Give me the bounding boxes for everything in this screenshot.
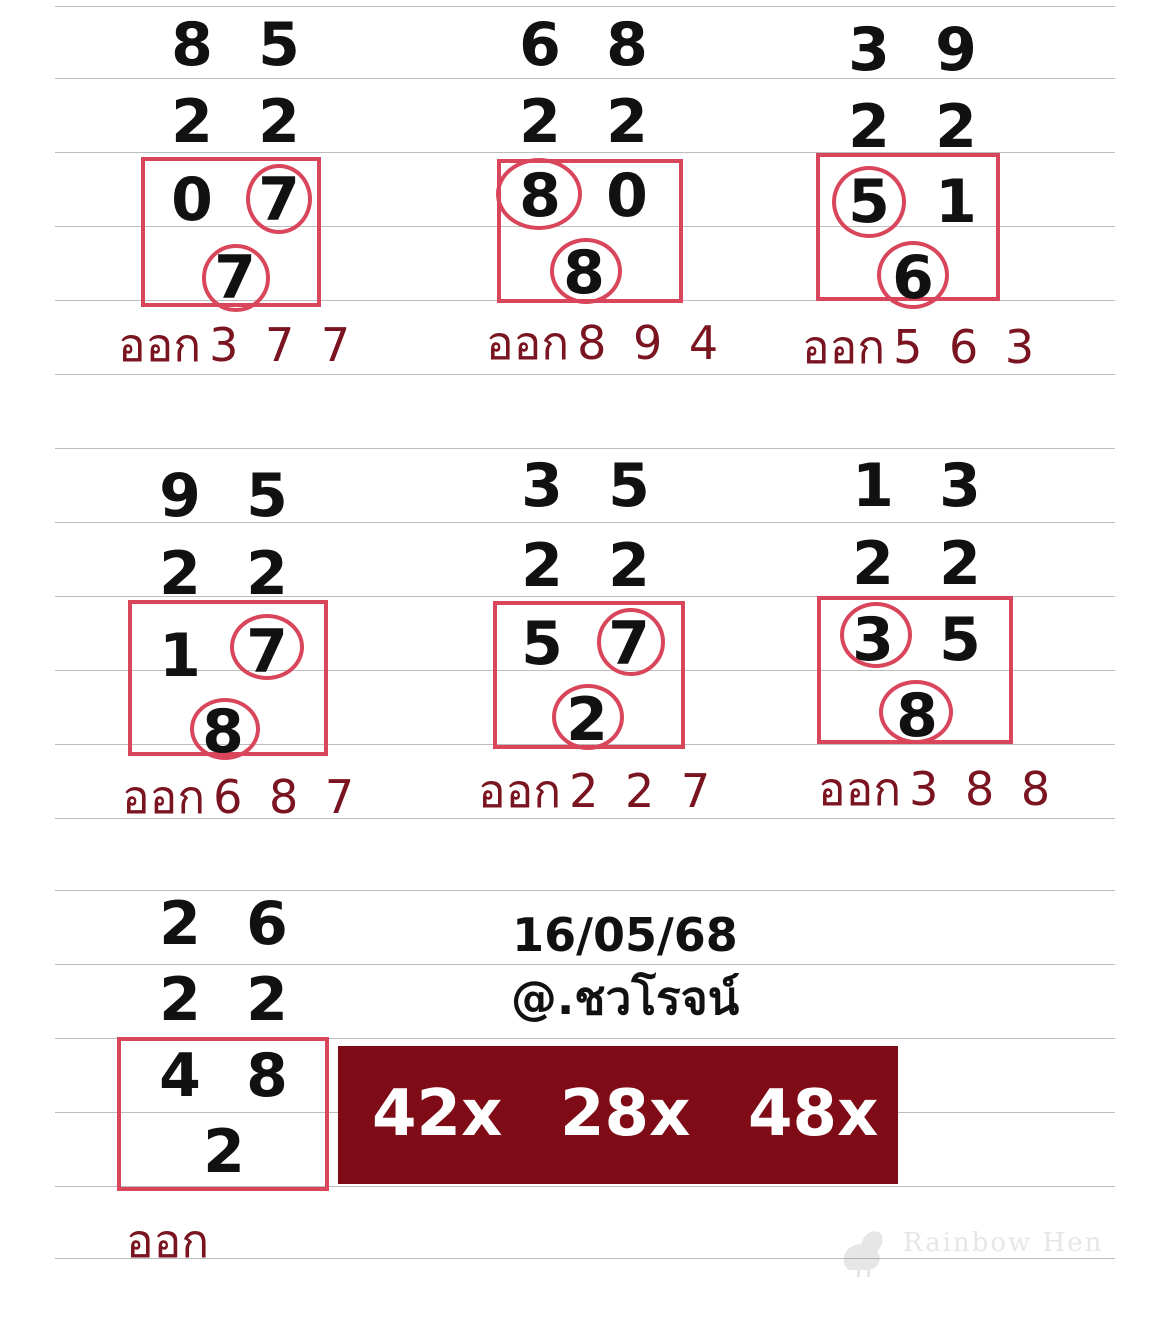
top-digit-left: 9 (159, 461, 201, 531)
second-digit-left: 2 (521, 531, 563, 601)
ruled-line (55, 890, 1115, 891)
result-label: ออก (802, 320, 886, 374)
second-digit-left: 2 (848, 92, 890, 162)
sum-digit-bottom: 8 (563, 238, 605, 308)
sum-digit-left: 0 (171, 165, 213, 235)
sum-digit-left: 8 (519, 161, 561, 231)
top-digit-right: 6 (246, 889, 288, 959)
highlight-circle (877, 241, 949, 313)
top-digit-right: 5 (608, 451, 650, 521)
result-text (478, 764, 717, 818)
highlight-circle (597, 608, 665, 679)
sum-digit-right: 7 (608, 609, 650, 679)
watermark-text: Rainbow Hen (903, 1228, 1104, 1258)
ruled-line (55, 964, 1115, 965)
top-digit-right: 3 (939, 451, 981, 521)
sum-digit-left: 1 (159, 621, 201, 691)
top-digit-left: 2 (159, 889, 201, 959)
sum-digit-right: 5 (939, 605, 981, 675)
result-label: ออก (486, 316, 570, 370)
sum-digit-left: 4 (159, 1041, 201, 1111)
sum-digit-right: 8 (246, 1041, 288, 1111)
result-digits: 6 8 7 (213, 770, 361, 824)
result-digits: 5 6 3 (893, 320, 1041, 374)
top-digit-right: 9 (935, 15, 977, 85)
result-digits: 3 8 8 (909, 762, 1057, 816)
sum-digit-right: 1 (935, 167, 977, 237)
result-digits: 3 7 7 (209, 318, 357, 372)
watermark (835, 1218, 1105, 1278)
second-digit-right: 2 (606, 87, 648, 157)
sum-digit-bottom: 2 (203, 1117, 245, 1187)
result-text (126, 1214, 217, 1268)
highlight-circle (552, 684, 624, 755)
ruled-line (55, 522, 1115, 523)
top-digit-left: 8 (171, 10, 213, 80)
sum-digit-bottom: 8 (202, 697, 244, 767)
hen-icon (835, 1218, 895, 1278)
highlight-circle (246, 164, 312, 234)
second-digit-left: 2 (852, 529, 894, 599)
top-digit-right: 8 (606, 10, 648, 80)
sum-digit-right: 7 (258, 165, 300, 235)
second-digit-left: 2 (159, 539, 201, 609)
ruled-line (55, 374, 1115, 375)
second-digit-right: 2 (935, 92, 977, 162)
result-label: ออก (818, 762, 902, 816)
pick-panel (338, 1046, 898, 1184)
ruled-line (55, 448, 1115, 449)
result-digits: 2 2 7 (569, 764, 717, 818)
highlight-circle (496, 158, 582, 230)
top-digit-left: 3 (848, 15, 890, 85)
highlight-circle (190, 697, 260, 767)
sum-digit-bottom: 8 (896, 681, 938, 751)
second-digit-right: 2 (608, 531, 650, 601)
result-label: ออก (478, 764, 562, 818)
second-digit-left: 2 (171, 87, 213, 157)
top-digit-right: 5 (246, 461, 288, 531)
ruled-line (55, 6, 1115, 7)
highlight-circle (879, 680, 953, 751)
second-digit-left: 2 (519, 87, 561, 157)
result-text (802, 320, 1041, 374)
pick-number-1: 42x (372, 1077, 503, 1151)
forecast-date: 16/05/68 (512, 908, 738, 962)
sum-digit-left: 5 (521, 609, 563, 679)
sum-digit-bottom: 6 (892, 243, 934, 313)
sum-digit-left: 3 (852, 605, 894, 675)
result-text (818, 762, 1057, 816)
highlight-circle (202, 244, 270, 312)
author-handle: @.ชวโรจน์ (510, 971, 740, 1025)
highlight-circle (230, 614, 304, 687)
result-digits: 8 9 4 (577, 316, 725, 370)
pick-number-3: 48x (748, 1077, 879, 1151)
result-label: ออก (118, 318, 202, 372)
top-digit-left: 1 (852, 451, 894, 521)
second-digit-left: 2 (159, 965, 201, 1035)
result-label: ออก (122, 770, 206, 824)
top-digit-left: 6 (519, 10, 561, 80)
highlight-circle (550, 238, 622, 308)
top-digit-left: 3 (521, 451, 563, 521)
result-text (486, 316, 725, 370)
second-digit-right: 2 (258, 87, 300, 157)
sum-digit-left: 5 (848, 167, 890, 237)
sum-digit-bottom: 2 (566, 685, 608, 755)
second-digit-right: 2 (939, 529, 981, 599)
sum-digit-right: 7 (246, 617, 288, 687)
top-digit-right: 5 (258, 10, 300, 80)
result-text (122, 770, 361, 824)
second-digit-right: 2 (246, 539, 288, 609)
sum-digit-right: 0 (606, 161, 648, 231)
highlight-circle (832, 166, 906, 238)
sum-digit-bottom: 7 (214, 243, 256, 313)
second-digit-right: 2 (246, 965, 288, 1035)
result-label: ออก (126, 1214, 210, 1268)
highlight-circle (840, 602, 912, 675)
pick-number-2: 28x (560, 1077, 691, 1151)
result-text (118, 318, 357, 372)
